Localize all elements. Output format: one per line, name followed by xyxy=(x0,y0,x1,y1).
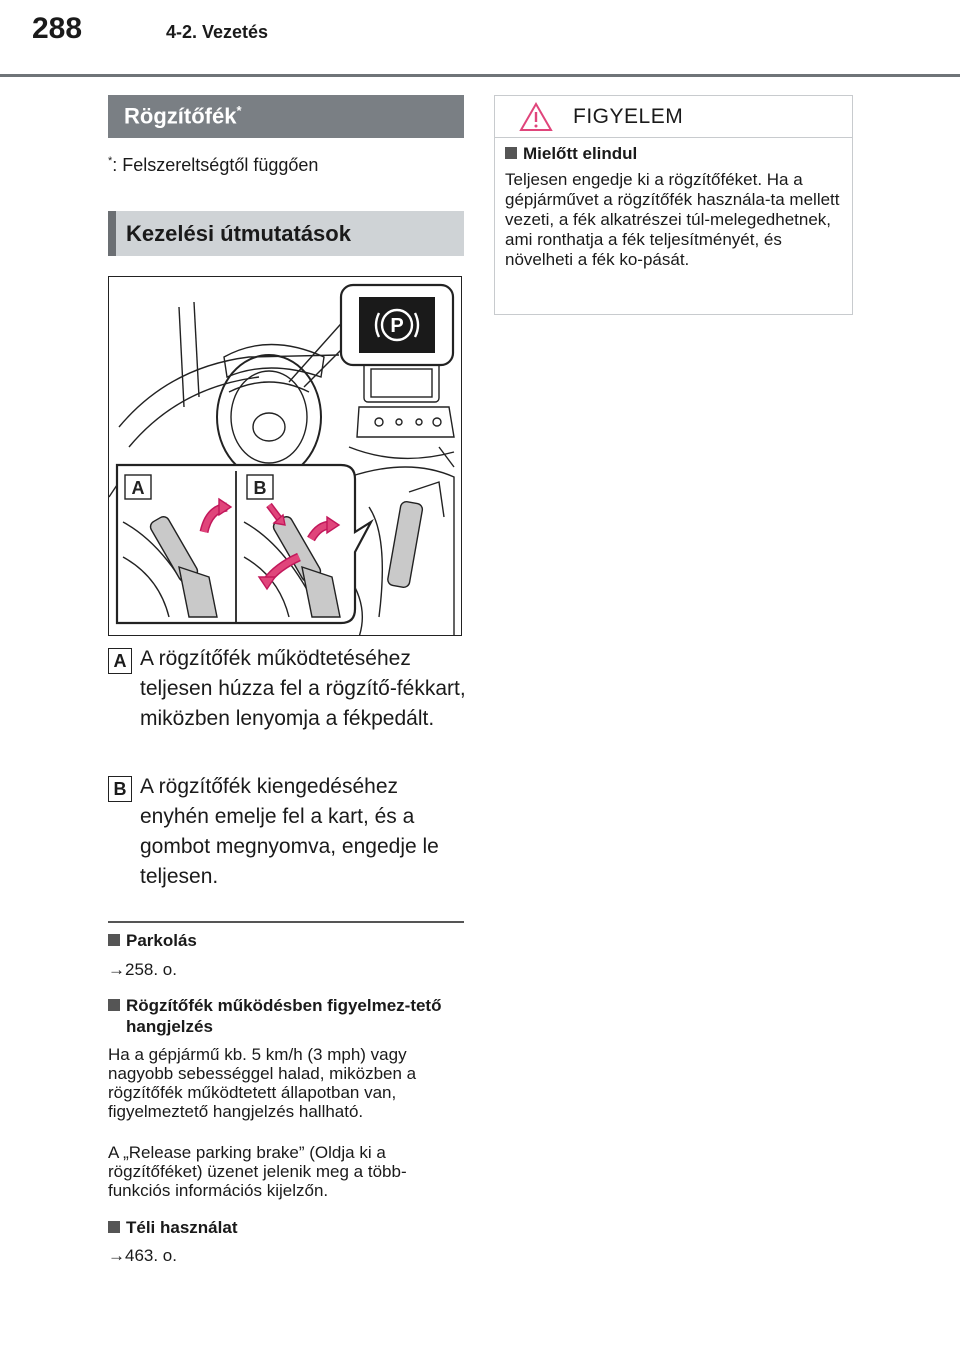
step-a xyxy=(108,644,468,734)
sub-heading-title: Kezelési útmutatások xyxy=(126,220,351,246)
bullet-square-icon xyxy=(108,934,120,946)
footnote xyxy=(108,155,318,176)
note-parking-ref[interactable]: →258. o. xyxy=(108,960,177,979)
section-title: 4-2. Vezetés xyxy=(166,22,269,42)
note-warning-title: Rögzítőfék működésben figyelmez-tető hangjelzés xyxy=(108,995,468,1037)
svg-text:A: A xyxy=(131,478,145,498)
bullet-square-icon xyxy=(108,1221,120,1233)
main-heading xyxy=(108,95,464,138)
caution-box xyxy=(494,95,853,315)
svg-text:B: B xyxy=(253,478,267,498)
step-b-text: A rögzítőfék kiengedéséhez enyhén emelje fel a kart, és a gombot megnyomva, engedje le teljesen. xyxy=(140,775,439,888)
caution-subtitle: Mielőtt elindul xyxy=(505,144,637,164)
note-winter-ref[interactable]: →463. o. xyxy=(108,1246,177,1265)
page-number: 288 xyxy=(32,12,83,45)
note-parking-title: Parkolás xyxy=(108,930,468,951)
bullet-square-icon xyxy=(108,999,120,1011)
note-warning-para1: Ha a gépjármű kb. 5 km/h (3 mph) vagy nagyobb sebességgel halad, miközben a rögzítőfék működtetett állapotban van, figyelmeztető hangjelzés hallható. xyxy=(108,1045,417,1121)
sub-heading xyxy=(108,211,464,256)
svg-text:P: P xyxy=(390,315,404,337)
footnote-mark: * xyxy=(108,155,113,167)
step-a-tag: A xyxy=(108,648,132,674)
step-b-tag: B xyxy=(108,776,132,802)
main-heading-title: Rögzítőfék* xyxy=(124,103,242,129)
step-a-text: A rögzítőfék működtetéséhez teljesen húzza fel a rögzítő-fékkart, miközben lenyomja a fékpedált. xyxy=(140,647,466,730)
header-rule xyxy=(0,74,960,77)
note-winter-title: Téli használat xyxy=(108,1217,468,1238)
step-b xyxy=(108,772,468,892)
warning-triangle-icon xyxy=(519,102,553,132)
footnote-text: : Felszereltségtől függően xyxy=(112,155,319,175)
caution-text: Teljesen engedje ki a rögzítőféket. Ha a gépjárművet a rögzítőfék használa-ta mellett vezeti, a fék alkatrészei túl-melegedhetnek, ami ronthatja a fék teljesítményét, és növelheti a fék ko-pását. xyxy=(505,170,840,269)
note-warning-para2: A „Release parking brake” (Oldja ki a rögzítőféket) üzenet jelenik meg a több-funkciós információs kijelzőn. xyxy=(108,1143,407,1200)
caution-title: FIGYELEM xyxy=(573,104,684,128)
parking-brake-illustration xyxy=(108,276,462,636)
bullet-square-icon xyxy=(505,147,517,159)
section-divider xyxy=(108,921,464,923)
caution-header xyxy=(495,96,852,138)
